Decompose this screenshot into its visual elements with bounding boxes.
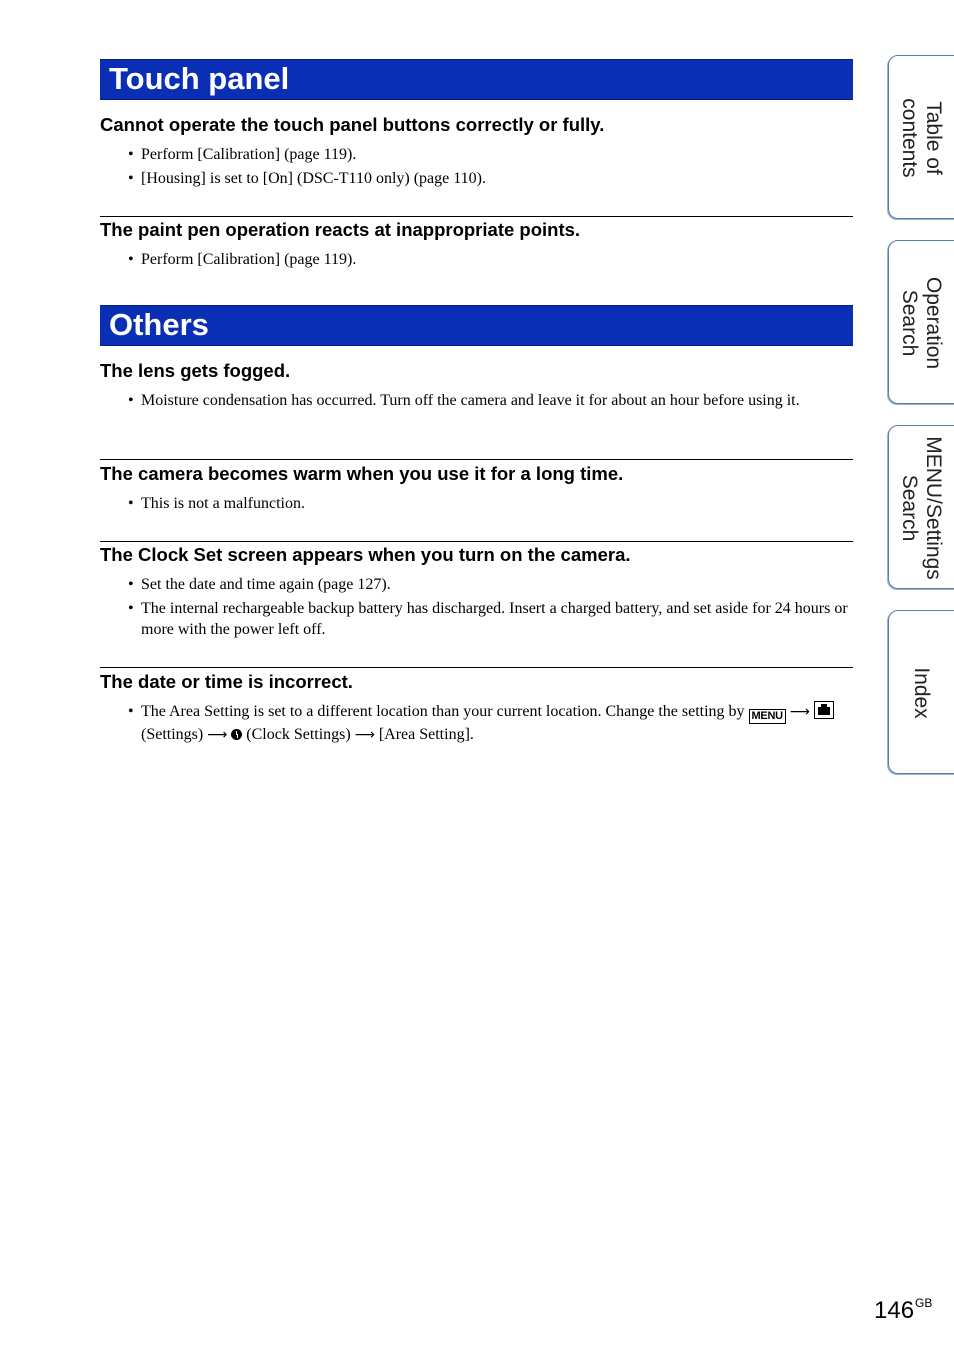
toolbox-icon	[814, 701, 834, 719]
tab-menu-settings-search[interactable]	[888, 425, 954, 589]
list-item: • Set the date and time again (page 127).	[128, 576, 391, 593]
section-title: Touch panel	[109, 61, 290, 96]
divider	[100, 216, 853, 217]
arrow-icon: ⟶	[207, 727, 228, 743]
list-item: • The internal rechargeable backup battery has discharged. Insert a charged battery, and set aside for 24 hours or more with the power left off.	[128, 600, 848, 638]
list-item: • This is not a malfunction.	[128, 495, 305, 512]
page-suffix: GB	[915, 1296, 933, 1310]
tab-label: MENU/Settings	[922, 436, 945, 580]
menu-icon: MENU	[749, 709, 786, 724]
divider	[100, 667, 853, 668]
arrow-icon: ⟶	[354, 727, 375, 743]
divider	[100, 541, 853, 542]
tab-label: Index	[910, 667, 933, 719]
page-number: $146^{GB}$	[874, 1296, 933, 1324]
problem-heading: The date or time is incorrect.	[100, 671, 353, 692]
problem-heading: The camera becomes warm when you use it for a long time.	[100, 463, 624, 484]
arrow-icon: ⟶	[789, 704, 810, 720]
list-item: • Perform [Calibration] (page 119).	[128, 251, 357, 268]
list-item: • Perform [Calibration] (page 119).	[128, 146, 357, 163]
section-header-touch-panel	[100, 59, 853, 100]
problem-heading: The paint pen operation reacts at inappropriate points.	[100, 219, 581, 240]
tab-label: Search	[898, 289, 921, 357]
tab-label: Search	[898, 474, 921, 542]
list-item: • The Area Setting is set to a different location than your current location. Change the setting by MENU ⟶ (Settings) ⟶ (Clock Settings) ⟶ [Area Setting].	[128, 701, 853, 746]
tab-index[interactable]	[888, 610, 954, 774]
problem-heading: Cannot operate the touch panel buttons correctly or fully.	[100, 114, 605, 135]
tab-label: contents	[898, 98, 921, 178]
list-item: • Moisture condensation has occurred. Turn off the camera and leave it for about an hour before using it.	[128, 392, 800, 409]
clock-icon	[231, 729, 242, 740]
list-item: • [Housing] is set to [On] (DSC-T110 only) (page 110).	[128, 170, 486, 187]
section-title: Others	[109, 307, 209, 342]
tab-table-of-contents[interactable]	[888, 55, 954, 219]
tab-operation-search[interactable]	[888, 240, 954, 404]
divider	[100, 459, 853, 460]
tab-label: Table of	[922, 101, 945, 175]
problem-heading: The Clock Set screen appears when you turn on the camera.	[100, 544, 631, 565]
tab-label: Operation	[922, 276, 945, 370]
problem-heading: The lens gets fogged.	[100, 360, 291, 381]
section-header-others	[100, 305, 853, 346]
